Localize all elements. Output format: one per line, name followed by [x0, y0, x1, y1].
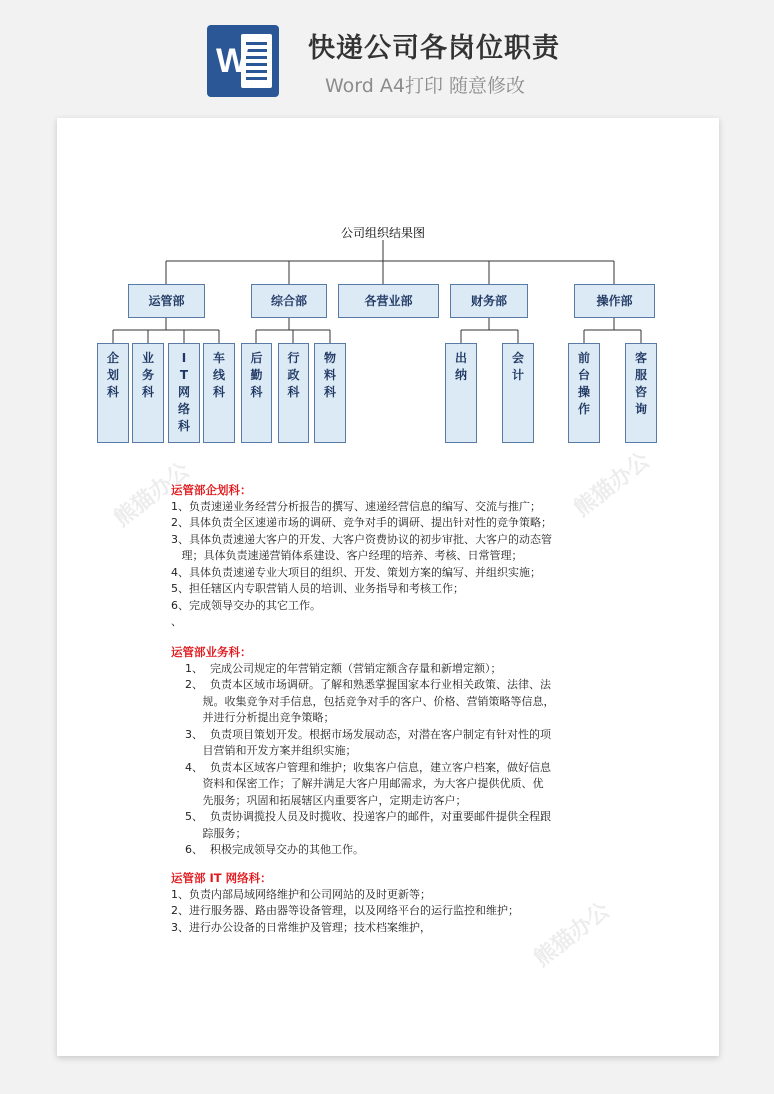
- sub-box-char: 科: [177, 419, 190, 433]
- sub-box-char: 行: [287, 351, 300, 365]
- section-it: [171, 870, 519, 936]
- list-item: 3、具体负责速递大客户的开发、大客户资费协议的初步审批、大客户的动态管: [171, 532, 552, 546]
- list-item: 理；具体负责速递营销体系建设、客户经理的培养、考核、日常管理；: [171, 549, 523, 562]
- sub-box-char: 物: [323, 351, 336, 365]
- section-title: 运管部业务科：: [171, 645, 252, 659]
- sub-box-kuaiji: [502, 343, 534, 443]
- watermark: 熊猫办公: [529, 898, 615, 973]
- list-item: 1、 完成公司规定的年营销定额（营销定额含存量和新增定额）；: [185, 661, 502, 675]
- sub-box-char: 后: [250, 351, 263, 365]
- word-icon: [207, 25, 279, 97]
- sub-box-char: 出: [454, 351, 467, 365]
- list-item: 并进行分析提出竞争策略；: [185, 711, 335, 724]
- sub-box-char: 业: [141, 351, 154, 365]
- sub-box-char: 计: [511, 368, 524, 382]
- header-title: 快递公司各岗位职责: [308, 33, 560, 64]
- word-letter: W: [215, 42, 249, 80]
- sub-box-char: 台: [577, 368, 590, 382]
- sub-box-char: 操: [577, 385, 590, 399]
- sub-box-char: 纳: [454, 368, 467, 382]
- sub-box-kefu: [625, 343, 657, 443]
- list-item: 5、 负责协调揽投人员及时揽收、投递客户的邮件，对重要邮件提供全程跟: [185, 810, 551, 823]
- list-item: 3、进行办公设备的日常维护及管理；技术档案维护，: [171, 920, 431, 934]
- sub-box-char: T: [179, 368, 189, 382]
- header-subtitle: Word A4打印 随意修改: [325, 75, 526, 97]
- sub-box-char: 政: [287, 368, 300, 382]
- section-title: 运管部企划科：: [171, 483, 252, 497]
- sub-box-char: 询: [634, 402, 647, 416]
- list-item: 1、负责速递业务经营分析报告的撰写、速递经营信息的编写、交流与推广；: [171, 499, 541, 513]
- sub-box-qiantai: [568, 343, 600, 443]
- sub-box-char: 车: [212, 351, 225, 365]
- list-item: 踪服务；: [185, 826, 247, 840]
- list-item: 资料和保密工作；了解并满足大客户用邮需求，为大客户提供优质、优: [185, 777, 544, 790]
- dept-box-zonghe: 综合部: [251, 284, 327, 318]
- sub-box-char: 前: [577, 351, 590, 365]
- document-page: [57, 118, 719, 1056]
- list-item: 4、 负责本区域客户管理和维护；收集客户信息，建立客户档案，做好信息: [185, 760, 551, 774]
- list-item: 1、负责内部局域网络维护和公司网站的及时更新等；: [171, 887, 431, 901]
- sub-box-chexian: [203, 343, 235, 443]
- section-yewu: [171, 644, 554, 859]
- sub-box-houqin: [241, 343, 272, 443]
- list-item: 5、担任辖区内专职营销人员的培训、业务指导和考核工作；: [171, 582, 464, 595]
- list-item: 2、 负责本区域市场调研。了解和熟悉掌握国家本行业相关政策、法律、法: [185, 678, 551, 691]
- sub-box-char: 络: [177, 402, 190, 416]
- section-title: 运管部 IT 网络科：: [171, 871, 272, 885]
- sub-box-char: 划: [106, 368, 119, 382]
- list-item: 6、完成领导交办的其它工作。: [171, 598, 321, 612]
- sub-box-wuliao: [314, 343, 346, 443]
- sub-box-char: 作: [577, 402, 590, 416]
- org-chart-title: 公司组织结果图: [341, 226, 426, 240]
- sub-box-qihua: [97, 343, 129, 443]
- sub-box-char: 会: [511, 351, 524, 365]
- sub-box-char: I: [181, 351, 187, 365]
- sub-box-yewu: [132, 343, 164, 443]
- sub-box-char: 科: [323, 385, 336, 399]
- sub-box-chuna: [445, 343, 477, 443]
- sub-box-char: 科: [287, 385, 300, 399]
- dept-box-yunguan: 运管部: [128, 284, 205, 318]
- header: [0, 0, 774, 110]
- sub-box-char: 科: [250, 385, 263, 399]
- list-item: 目营销和开发方案并组织实施；: [185, 744, 357, 757]
- list-item: 规。收集竞争对手信息，包括竞争对手的客户、价格、营销策略等信息，: [185, 694, 555, 708]
- dept-box-yingye: 各营业部: [338, 284, 439, 318]
- sub-box-xingzheng: [278, 343, 309, 443]
- sub-box-char: 务: [141, 368, 154, 382]
- dept-box-caiwu: 财务部: [450, 284, 528, 318]
- list-item: 、: [171, 615, 182, 628]
- sub-box-char: 企: [106, 351, 119, 365]
- sub-box-char: 咨: [634, 385, 647, 399]
- sub-box-char: 网: [177, 385, 190, 399]
- sub-box-char: 服: [634, 368, 647, 382]
- sub-box-it: [168, 343, 200, 443]
- list-item: 2、具体负责全区速递市场的调研、竞争对手的调研、提出针对性的竞争策略；: [171, 516, 552, 529]
- sub-box-char: 科: [106, 385, 119, 399]
- watermark: 熊猫办公: [109, 458, 195, 533]
- list-item: 6、 积极完成领导交办的其他工作。: [185, 843, 364, 856]
- sub-box-char: 客: [634, 351, 647, 365]
- list-item: 先服务；巩固和拓展辖区内重要客户，定期走访客户；: [185, 793, 467, 807]
- list-item: 4、具体负责速递专业大项目的组织、开发、策划方案的编写、并组织实施；: [171, 565, 541, 579]
- sub-box-char: 勤: [250, 368, 263, 382]
- section-qihua: [171, 482, 552, 631]
- dept-box-caozuo: 操作部: [574, 284, 655, 318]
- sub-box-char: 科: [141, 385, 154, 399]
- sub-box-char: 料: [323, 368, 336, 382]
- list-item: 2、进行服务器、路由器等设备管理，以及网络平台的运行监控和维护；: [171, 904, 519, 917]
- sub-box-char: 线: [212, 368, 225, 382]
- watermark: 熊猫办公: [569, 448, 655, 523]
- sub-box-char: 科: [212, 385, 225, 399]
- list-item: 3、 负责项目策划开发。根据市场发展动态，对潜在客户制定有针对性的项: [185, 727, 551, 741]
